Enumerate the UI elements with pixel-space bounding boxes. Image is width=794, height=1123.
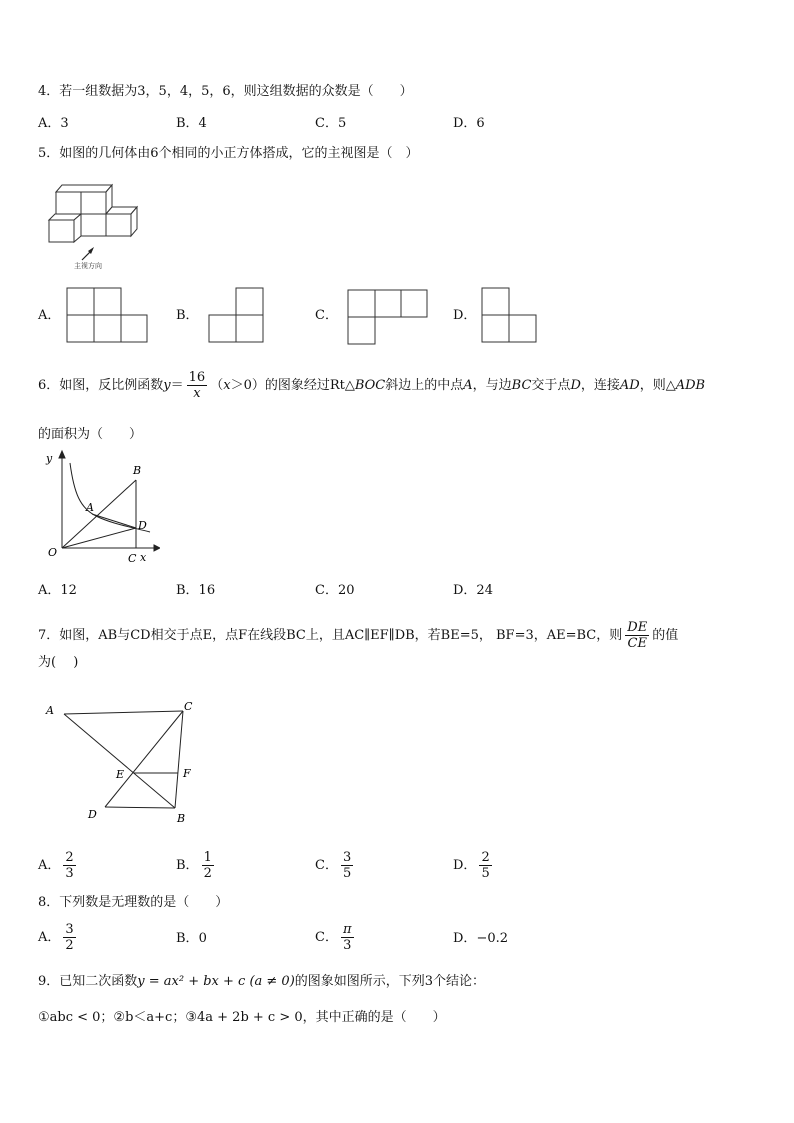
svg-text:x: x — [140, 551, 147, 564]
q8-option-b[interactable]: B．0 — [176, 931, 207, 946]
q6-stem-line2: 的面积为（ ） — [38, 427, 143, 442]
q5-option-a-label[interactable]: A． — [38, 308, 61, 323]
q6-stem-line1: 6．如图，反比例函数y＝ $\frac{16}{x}$ （x＞0）的图象经过Rt△BOC斜边上的中点A，与边BC交于点D，连接AD，则△ADB — [38, 370, 706, 401]
q5-option-b-label[interactable]: B． — [176, 308, 199, 323]
q4-stem: 4．若一组数据为3，5，4，5，6，则这组数据的众数是（ ） — [38, 84, 413, 99]
q5-option-a-figure[interactable] — [66, 287, 148, 345]
svg-text:E: E — [116, 768, 125, 781]
q8-stem: 8．下列数是无理数的是（ ） — [38, 895, 229, 910]
q6-option-c[interactable]: C．20 — [315, 583, 355, 598]
q7-option-d[interactable]: D． $\frac{2}{5}$ — [453, 850, 490, 881]
segment-db — [105, 807, 175, 808]
q4-option-c[interactable]: C．5 — [315, 116, 347, 131]
q5-option-d-figure[interactable] — [481, 287, 539, 345]
q8-option-d[interactable]: D．−0.2 — [453, 931, 509, 946]
q6-option-b[interactable]: B．16 — [176, 583, 216, 598]
q7-option-b[interactable]: B． $\frac{1}{2}$ — [176, 850, 212, 881]
q5-option-d-label[interactable]: D． — [453, 308, 477, 323]
svg-text:C: C — [184, 700, 193, 713]
q8-option-c[interactable]: C． $\frac{\pi}{3}$ — [315, 922, 352, 953]
svg-text:A: A — [46, 704, 54, 717]
svg-text:D: D — [138, 519, 147, 532]
segment-ab — [64, 714, 175, 808]
q6-option-d[interactable]: D．24 — [453, 583, 493, 598]
q7-option-c[interactable]: C． $\frac{3}{5}$ — [315, 850, 352, 881]
segment-cb — [175, 711, 183, 808]
q4-option-d[interactable]: D．6 — [453, 116, 485, 131]
q5-stem: 5．如图的几何体由6个相同的小正方体搭成，它的主视图是（ ） — [38, 146, 419, 161]
svg-text:C: C — [128, 552, 137, 565]
q9-stem-line1: 9．已知二次函数y = ax² + bx + c (a ≠ 0)的图象如图所示，下列3个结论： — [38, 974, 486, 989]
svg-text:B: B — [133, 464, 142, 477]
svg-text:A: A — [86, 501, 94, 514]
q6-graph-figure — [36, 448, 160, 568]
q8-option-a[interactable]: A． $\frac{3}{2}$ — [38, 922, 74, 953]
svg-text:F: F — [183, 767, 191, 780]
q7-stem-line2: 为( ) — [38, 655, 79, 670]
q5-option-c-figure[interactable] — [347, 289, 429, 345]
q4-option-b[interactable]: B．4 — [176, 116, 207, 131]
q5-option-c-label[interactable]: C． — [315, 308, 338, 323]
q6-option-a[interactable]: A．12 — [38, 583, 77, 598]
q9-stem-line2: ①abc < 0；②b＜a+c；③4a + 2b + c > 0，其中正确的是（ ） — [38, 1010, 446, 1025]
q5-cube-figure — [44, 178, 154, 270]
q5-figure-caption: 主视方向 — [74, 262, 102, 270]
svg-text:B: B — [177, 812, 186, 825]
segment-ac — [64, 711, 183, 714]
q7-stem-line1: 7．如图，AB与CD相交于点E，点F在线段BC上，且AC∥EF∥DB，若BE=5， BF=3，AE=BC，则 $\frac{DE}{CE}$ 的值 — [38, 620, 679, 651]
q7-option-a[interactable]: A． $\frac{2}{3}$ — [38, 850, 74, 881]
q4-option-a[interactable]: A．3 — [38, 116, 69, 131]
svg-text:D: D — [88, 808, 97, 821]
svg-text:O: O — [48, 546, 58, 559]
svg-text:y: y — [46, 452, 53, 465]
segment-ad — [92, 514, 136, 528]
q7-geometry-figure — [40, 696, 210, 828]
q5-option-b-figure[interactable] — [208, 287, 266, 345]
